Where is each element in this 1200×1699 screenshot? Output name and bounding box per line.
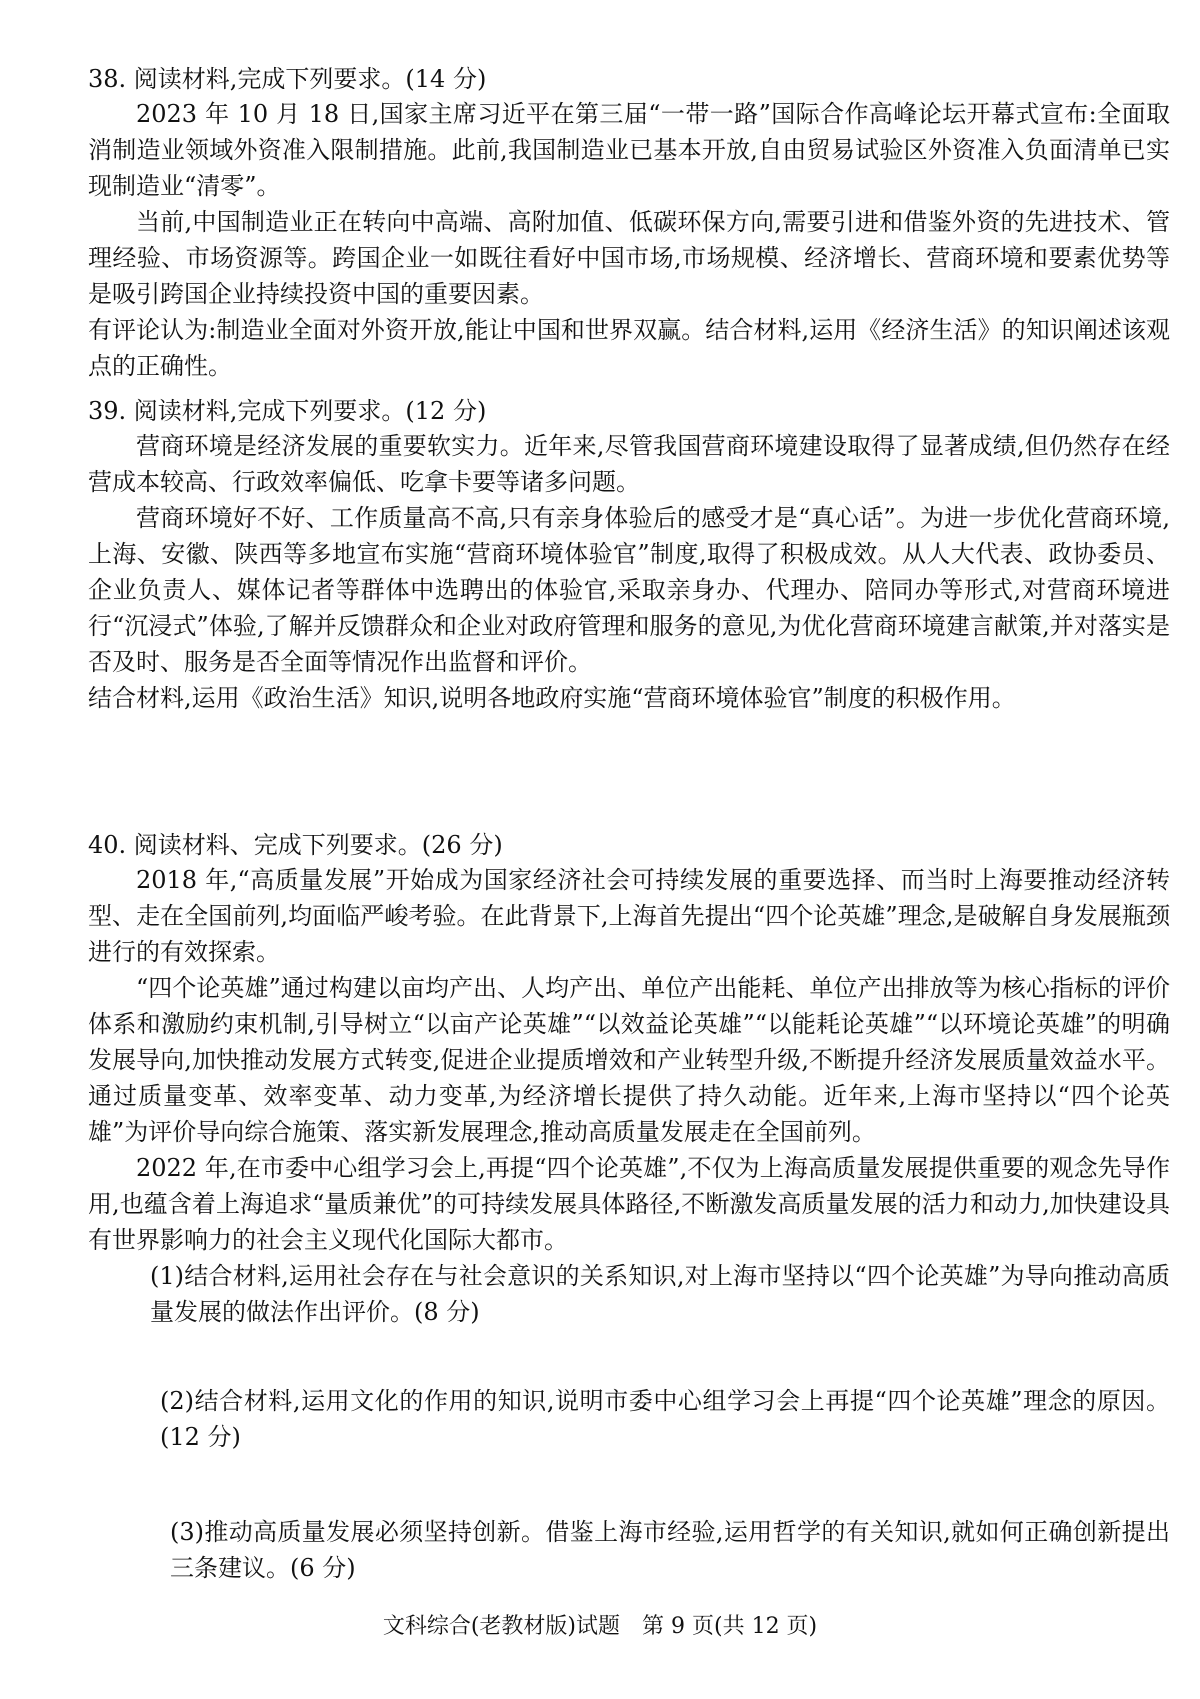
question-38 [88, 62, 1170, 384]
page-footer: 文科综合(老教材版)试题 第 9 页(共 12 页) [382, 1614, 818, 1639]
question-39-material-1: 营商环境是经济发展的重要软实力。近年来,尽管我国营商环境建设取得了显著成绩,但仍然存在经营成本较高、行政效率偏低、吃拿卡要等诸多问题。 [88, 432, 1170, 496]
question-38-title: 38. 阅读材料,完成下列要求。(14 分) [88, 65, 487, 93]
question-38-material-1: 2023 年 10 月 18 日,国家主席习近平在第三届“一带一路”国际合作高峰论坛开幕式宣布:全面取消制造业领域外资准入限制措施。此前,我国制造业已基本开放,自由贸易试验区外资准入负面清单已实现制造业“清零”。 [88, 100, 1170, 200]
question-40-material-1: 2018 年,“高质量发展”开始成为国家经济社会可持续发展的重要选择、而当时上海要推动经济转型、走在全国前列,均面临严峻考验。在此背景下,上海首先提出“四个论英雄”理念,是破解自身发展瓶颈进行的有效探索。 [88, 866, 1170, 966]
question-40-material-2: “四个论英雄”通过构建以亩均产出、人均产出、单位产出能耗、单位产出排放等为核心指标的评价体系和激励约束机制,引导树立“以亩产论英雄”“以效益论英雄”“以能耗论英雄”“以环境论英雄”的明确发展导向,加快推动发展方式转变,促进企业提质增效和产业转型升级,不断提升经济发展质量效益水平。通过质量变革、效率变革、动力变革,为经济增长提供了持久动能。近年来,上海市坚持以“四个论英雄”为评价导向综合施策、落实新发展理念,推动高质量发展走在全国前列。 [88, 974, 1170, 1146]
question-38-prompt: 有评论认为:制造业全面对外资开放,能让中国和世界双赢。结合材料,运用《经济生活》的知识阐述该观点的正确性。 [88, 316, 1170, 380]
question-39-title: 39. 阅读材料,完成下列要求。(12 分) [88, 397, 487, 425]
question-39 [88, 394, 1170, 716]
question-40-sub-2: (2)结合材料,运用文化的作用的知识,说明市委中心组学习会上再提“四个论英雄”理念的原因。(12 分) [160, 1387, 1170, 1451]
question-39-material-2: 营商环境好不好、工作质量高不高,只有亲身体验后的感受才是“真心话”。为进一步优化营商环境,上海、安徽、陕西等多地宣布实施“营商环境体验官”制度,取得了积极成效。从人大代表、政协委员、企业负责人、媒体记者等群体中选聘出的体验官,采取亲身办、代理办、陪同办等形式,对营商环境进行“沉浸式”体验,了解并反馈群众和企业对政府管理和服务的意见,为优化营商环境建言献策,并对落实是否及时、服务是否全面等情况作出监督和评价。 [88, 504, 1170, 676]
question-40-title: 40. 阅读材料、完成下列要求。(26 分) [88, 831, 503, 859]
question-40-sub-1: (1)结合材料,运用社会存在与社会意识的关系知识,对上海市坚持以“四个论英雄”为导向推动高质量发展的做法作出评价。(8 分) [150, 1262, 1170, 1326]
question-40-sub-3: (3)推动高质量发展必须坚持创新。借鉴上海市经验,运用哲学的有关知识,就如何正确创新提出三条建议。(6 分) [170, 1518, 1170, 1582]
question-39-prompt: 结合材料,运用《政治生活》知识,说明各地政府实施“营商环境体验官”制度的积极作用。 [88, 684, 1016, 712]
question-40-material-3: 2022 年,在市委中心组学习会上,再提“四个论英雄”,不仅为上海高质量发展提供重要的观念先导作用,也蕴含着上海追求“量质兼优”的可持续发展具体路径,不断激发高质量发展的活力和动力,加快建设具有世界影响力的社会主义现代化国际大都市。 [88, 1154, 1170, 1254]
question-40 [88, 828, 1170, 1258]
question-38-material-2: 当前,中国制造业正在转向中高端、高附加值、低碳环保方向,需要引进和借鉴外资的先进技术、管理经验、市场资源等。跨国企业一如既往看好中国市场,市场规模、经济增长、营商环境和要素优势等是吸引跨国企业持续投资中国的重要因素。 [88, 208, 1170, 308]
